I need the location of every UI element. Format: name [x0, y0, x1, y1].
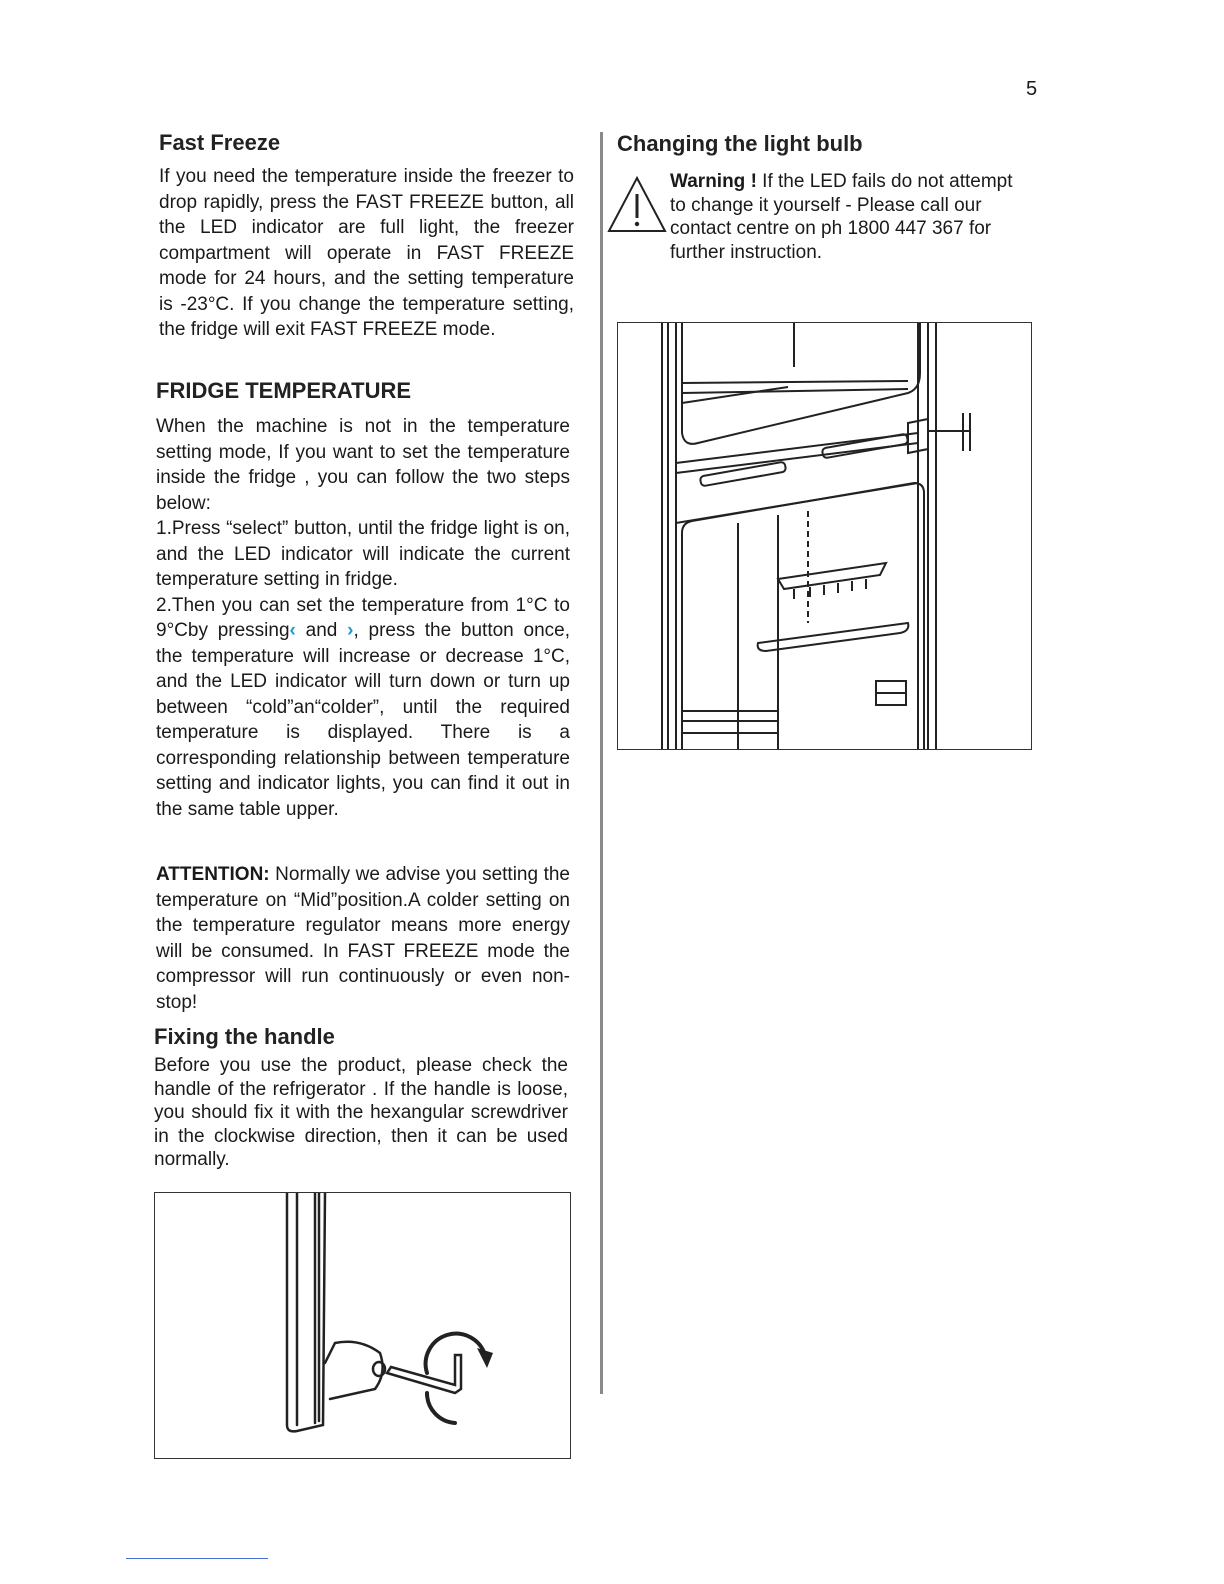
warning-text	[670, 170, 1030, 264]
warning-triangle-icon	[606, 174, 668, 236]
page-number: 5	[1026, 78, 1038, 100]
fast-freeze-body: If you need the temperature inside the freezer to drop rapidly, press the FAST FREEZE button, all the LED indicator are full light, the freezer compartment will operate in FAST FREEZE mode for 24 hours, and the setting temperature is -23°C. If you change the temperature setting, the fridge will exit FAST FREEZE mode.	[159, 166, 574, 340]
left-column	[159, 130, 574, 343]
chevron-right-icon: ›	[347, 620, 354, 641]
warning-label: Warning !	[670, 171, 757, 192]
fridge-temperature-step2	[156, 593, 570, 823]
fast-freeze-heading: Fast Freeze	[159, 130, 281, 155]
fixing-handle-heading: Fixing the handle	[154, 1024, 335, 1049]
fridge-temperature-section	[156, 378, 570, 822]
attention-paragraph	[156, 862, 570, 1015]
column-divider	[600, 132, 603, 1394]
step2-text-b: , press the button once, the temperature will increase or decrease 1°C, and the LED indicator will turn down or turn up between “cold”an“colder”, until the required temperature is displayed. There is a corresponding relationship between temperature setting and indicator lights, you can find it out in the same table upper.	[156, 620, 570, 820]
step2-and: and	[295, 620, 348, 641]
handle-illustration	[155, 1193, 570, 1458]
fridge-temperature-intro: When the machine is not in the temperature setting mode, If you want to set the temperature inside the fridge , you can follow the two steps below:	[156, 416, 570, 514]
footnote-rule	[126, 1558, 268, 1559]
chevron-left-icon: ‹	[289, 620, 296, 641]
attention-label: ATTENTION:	[156, 864, 270, 885]
fixing-handle-section	[154, 1024, 568, 1172]
attention-body: Normally we advise you setting the temperature on “Mid”position.A colder setting on the temperature regulator means more energy will be consumed. In FAST FREEZE mode the compressor will run continuously or even non-stop!	[156, 864, 570, 1013]
handle-figure	[154, 1192, 571, 1459]
warning-body: If the LED fails do not attempt to change it yourself - Please call our contact centre on ph 1800 447 367 for further instruction.	[670, 171, 1013, 263]
fridge-interior-figure	[617, 322, 1032, 750]
fridge-temperature-heading: FRIDGE TEMPERATURE	[156, 378, 412, 403]
fridge-temperature-step1: 1.Press “select” button, until the fridge light is on, and the LED indicator will indicate the current temperature setting in fridge.	[156, 518, 570, 590]
fridge-light-illustration	[618, 323, 1031, 749]
step2-text-a: 2.Then you can set the temperature from 1°C to 9°Cby pressing	[156, 594, 570, 641]
attention-section	[156, 862, 570, 1015]
light-bulb-heading: Changing the light bulb	[617, 131, 863, 156]
fixing-handle-body: Before you use the product, please check the handle of the refrigerator . If the handle is loose, you should fix it with the hexangular screwdriver in the clockwise direction, then it can be used normally.	[154, 1055, 568, 1170]
light-bulb-section	[617, 131, 1037, 157]
